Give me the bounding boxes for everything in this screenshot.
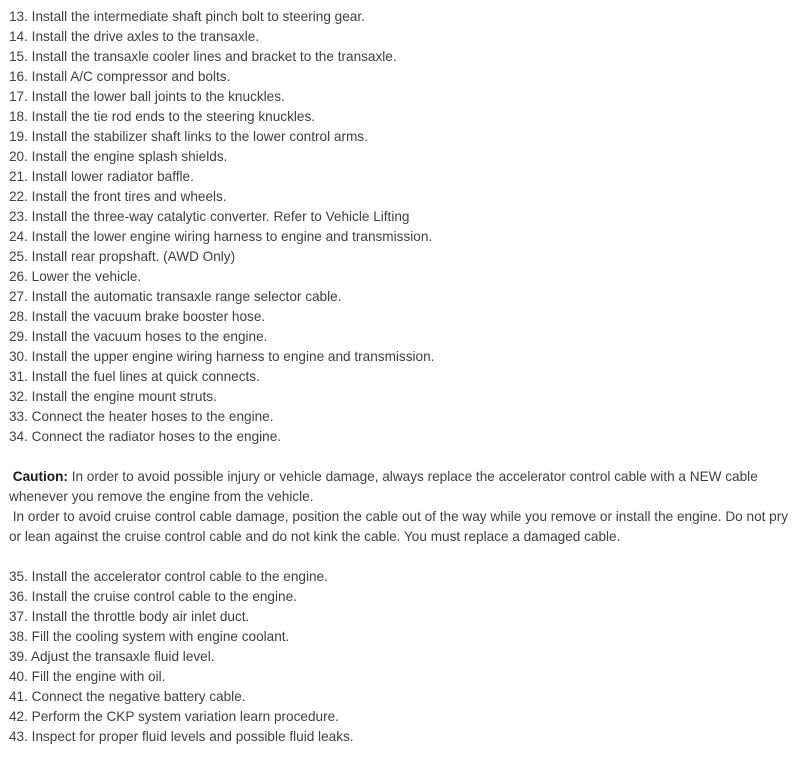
step-item: 35. Install the accelerator control cable to the engine. — [9, 569, 328, 584]
step-item: 15. Install the transaxle cooler lines and bracket to the transaxle. — [9, 49, 397, 64]
step-item: 19. Install the stabilizer shaft links to the lower control arms. — [9, 129, 368, 144]
step-item: 21. Install lower radiator baffle. — [9, 169, 194, 184]
step-item: 41. Connect the negative battery cable. — [9, 689, 246, 704]
caution-label: Caution: — [12, 469, 68, 484]
caution-paragraph-1 — [9, 467, 801, 507]
step-item: 27. Install the automatic transaxle range selector cable. — [9, 289, 342, 304]
caution-text-2: In order to avoid cruise control cable damage, position the cable out of the way while you remove or install the engine. Do not pry or lean against the cruise control cable and do not kink the cable. You must replace a damaged cable. — [9, 509, 789, 544]
step-item: 20. Install the engine splash shields. — [9, 149, 228, 164]
step-item: 16. Install A/C compressor and bolts. — [9, 69, 231, 84]
step-item: 39. Adjust the transaxle fluid level. — [9, 649, 215, 664]
steps-list-part2 — [9, 567, 801, 747]
section-gap — [9, 447, 801, 467]
section-gap — [9, 547, 801, 567]
step-item: 23. Install the three-way catalytic converter. Refer to Vehicle Lifting — [9, 209, 410, 224]
steps-list-part1 — [9, 7, 801, 447]
step-item: 31. Install the fuel lines at quick connects. — [9, 369, 260, 384]
caution-block — [9, 467, 801, 547]
step-item: 14. Install the drive axles to the transaxle. — [9, 29, 260, 44]
step-item: 38. Fill the cooling system with engine coolant. — [9, 629, 290, 644]
step-item: 40. Fill the engine with oil. — [9, 669, 166, 684]
caution-text-1: In order to avoid possible injury or vehicle damage, always replace the accelerator control cable with a NEW cable whenever you remove the engine from the vehicle. — [9, 469, 758, 504]
step-item: 26. Lower the vehicle. — [9, 269, 142, 284]
step-item: 17. Install the lower ball joints to the knuckles. — [9, 89, 285, 104]
step-item: 37. Install the throttle body air inlet duct. — [9, 609, 250, 624]
step-item: 25. Install rear propshaft. (AWD Only) — [9, 249, 236, 264]
step-item: 33. Connect the heater hoses to the engine. — [9, 409, 274, 424]
step-item: 30. Install the upper engine wiring harness to engine and transmission. — [9, 349, 435, 364]
step-item: 29. Install the vacuum hoses to the engine. — [9, 329, 268, 344]
step-item: 43. Inspect for proper fluid levels and possible fluid leaks. — [9, 729, 354, 744]
step-item: 24. Install the lower engine wiring harness to engine and transmission. — [9, 229, 433, 244]
step-item: 13. Install the intermediate shaft pinch bolt to steering gear. — [9, 9, 365, 24]
step-item: 42. Perform the CKP system variation learn procedure. — [9, 709, 339, 724]
step-item: 28. Install the vacuum brake booster hose. — [9, 309, 266, 324]
step-item: 32. Install the engine mount struts. — [9, 389, 217, 404]
step-item: 36. Install the cruise control cable to the engine. — [9, 589, 297, 604]
step-item: 34. Connect the radiator hoses to the engine. — [9, 429, 282, 444]
step-item: 22. Install the front tires and wheels. — [9, 189, 227, 204]
step-item: 18. Install the tie rod ends to the steering knuckles. — [9, 109, 316, 124]
caution-paragraph-2 — [9, 507, 801, 547]
